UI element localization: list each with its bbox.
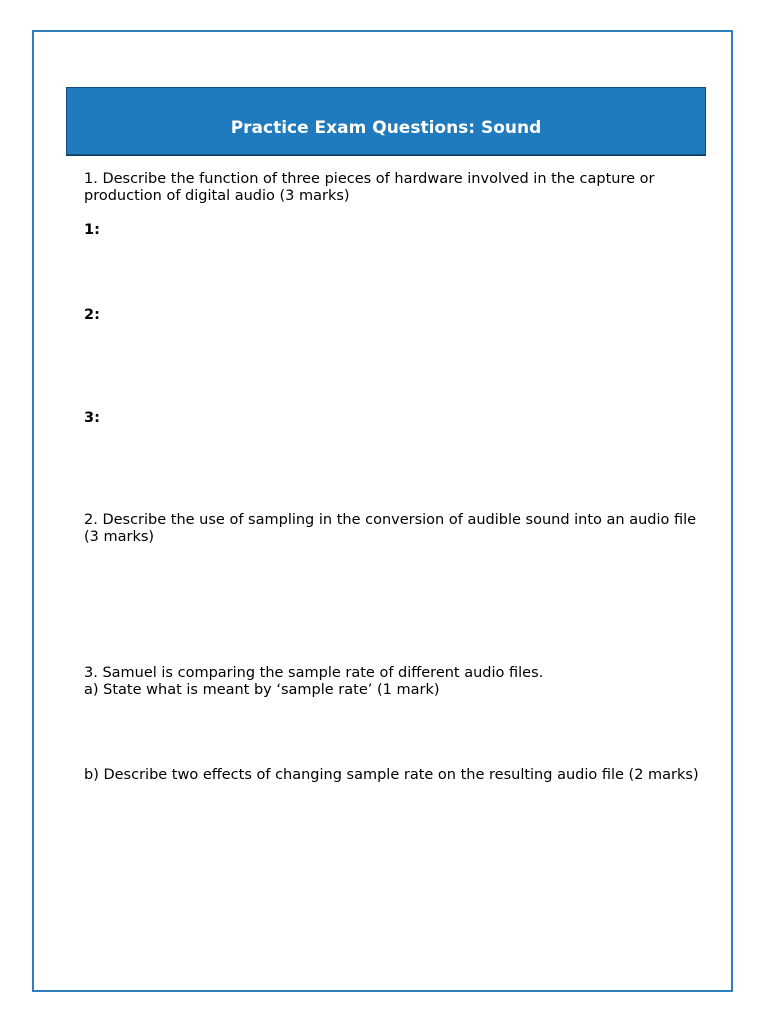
question-3b-text: b) Describe two effects of changing sample rate on the resulting audio file (2 marks) [84, 767, 699, 783]
answer-label-3: 3: [84, 410, 100, 426]
question-1-text: 1. Describe the function of three pieces of hardware involved in the capture or production of digital audio (3 marks) [84, 171, 655, 204]
title-banner [66, 87, 706, 155]
answer-label-1: 1: [84, 222, 100, 238]
question-3a-text: a) State what is meant by ‘sample rate’ (1 mark) [84, 682, 440, 698]
question-2-text: 2. Describe the use of sampling in the conversion of audible sound into an audio file (3 marks) [84, 512, 697, 545]
page-title: Practice Exam Questions: Sound [230, 118, 542, 138]
answer-label-2: 2: [84, 307, 100, 323]
question-3-intro: 3. Samuel is comparing the sample rate of different audio files. [84, 665, 544, 681]
